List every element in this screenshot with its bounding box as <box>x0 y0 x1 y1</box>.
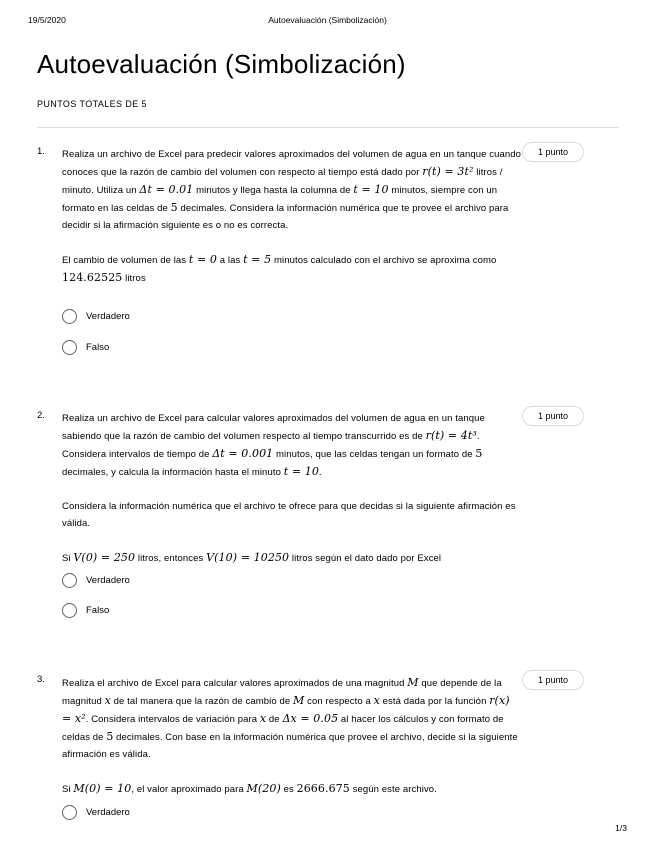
option-label: Verdadero <box>86 807 130 818</box>
radio-button[interactable] <box>62 603 77 618</box>
question-text <box>62 674 522 815</box>
question-prompt <box>62 410 522 481</box>
radio-button[interactable] <box>62 805 77 820</box>
math: M <box>293 694 305 707</box>
math: V(10) = 10250 <box>206 551 290 564</box>
question-number: 1. <box>37 146 45 157</box>
print-date: 19/5/2020 <box>28 15 66 25</box>
text: Realiza el archivo de Excel para calcular valores aproximados de una magnitud <box>62 678 408 689</box>
math: t = 0 <box>188 253 218 266</box>
option-label: Falso <box>86 605 110 616</box>
text: . Considera intervalos de variación para <box>85 714 260 725</box>
math: 124.62525 <box>62 271 123 284</box>
text: de <box>266 714 283 725</box>
math: Δx = 0.05 <box>282 712 339 725</box>
question-statement <box>62 780 522 798</box>
text: . Considera intervalos de tiempo de <box>62 431 480 460</box>
option-verdadero[interactable] <box>62 805 130 820</box>
math: t = 5 <box>243 253 272 266</box>
radio-button[interactable] <box>62 340 77 355</box>
text: minutos y llega hasta la columna de <box>193 185 354 196</box>
math: r(t) = 3t² <box>422 165 474 178</box>
math: r(x) = x² <box>62 694 510 725</box>
text: con respecto a <box>304 696 374 707</box>
radio-button[interactable] <box>62 573 77 588</box>
math: 5 <box>475 447 483 460</box>
question-text <box>62 410 522 584</box>
text: decimales. Con base en la información numérica que provee el archivo, decide si la siguiente afirmación es válida. <box>62 732 518 760</box>
header-divider <box>37 127 619 128</box>
page-number: 1/3 <box>615 823 627 833</box>
text: está dada por la función <box>379 696 490 707</box>
text: que depende de la magnitud <box>62 678 502 707</box>
text: a las <box>217 255 244 266</box>
math: t = 10 <box>353 183 389 196</box>
points-badge: 1 punto <box>522 142 584 162</box>
total-points: PUNTOS TOTALES DE 5 <box>37 99 147 109</box>
text: es <box>280 784 297 795</box>
text: según este archivo. <box>349 784 437 795</box>
math: t = 10 <box>283 465 319 478</box>
option-falso[interactable] <box>62 340 109 355</box>
math: V(0) = 250 <box>73 551 136 564</box>
option-verdadero[interactable] <box>62 309 130 324</box>
math: M(0) = 10 <box>73 782 132 795</box>
question-context: Considera la información numérica que el archivo te ofrece para que decidas si la siguiente afirmación es válida. <box>62 501 516 529</box>
question-prompt <box>62 674 522 763</box>
math: M <box>407 676 419 689</box>
math: x <box>104 694 111 707</box>
text: , el valor aproximado para <box>131 784 247 795</box>
text: . <box>318 467 322 478</box>
option-label: Verdadero <box>86 311 130 322</box>
question-text <box>62 146 522 304</box>
text: Si <box>62 784 74 795</box>
text: Si <box>62 553 74 564</box>
math: Δt = 0.01 <box>139 183 194 196</box>
radio-button[interactable] <box>62 309 77 324</box>
text: minutos, que las celdas tengan un formato de <box>273 449 476 460</box>
math: 5 <box>170 201 178 214</box>
text: minutos calculado con el archivo se aproxima como <box>271 255 497 266</box>
math: 2666.675 <box>296 782 350 795</box>
option-label: Verdadero <box>86 575 130 586</box>
text: decimales, y calcula la información hasta el minuto <box>62 467 284 478</box>
text: litros <box>122 273 146 284</box>
question-number: 3. <box>37 674 45 685</box>
text: minutos, siempre con un formato en las celdas de <box>62 185 498 214</box>
text: Realiza un archivo de Excel para predecir valores aproximados del volumen de agua en un tanque cuando conoces que la razón de cambio del volumen con respecto al tiempo está dado por <box>62 149 521 178</box>
text: litros según el dato dado por Excel <box>289 553 442 564</box>
text: Realiza un archivo de Excel para calcular valores aproximados del volumen de agua en un tanque sabiendo que la razón de cambio del volumen respecto al tiempo transcurrido es de <box>62 413 485 442</box>
math: 5 <box>106 730 114 743</box>
points-badge: 1 punto <box>522 406 584 426</box>
text: decimales. Considera la información numérica que te provee el archivo para decidir si la afirmación siguiente es o no es correcta. <box>62 203 509 231</box>
math: x <box>259 712 267 725</box>
math: M(20) <box>246 782 281 795</box>
question-prompt <box>62 146 522 234</box>
print-title: Autoevaluación (Simbolización) <box>268 15 387 25</box>
page-title: Autoevaluación (Simbolización) <box>37 49 406 79</box>
option-label: Falso <box>86 342 110 353</box>
option-verdadero[interactable] <box>62 573 130 588</box>
question-number: 2. <box>37 410 45 421</box>
option-falso[interactable] <box>62 603 109 618</box>
text: litros, entonces <box>135 553 207 564</box>
text: litros / minuto. Utiliza un <box>62 167 503 196</box>
question-statement <box>62 549 522 567</box>
question-statement <box>62 251 522 287</box>
math: x <box>373 694 380 707</box>
text: de tal manera que la razón de cambio de <box>110 696 294 707</box>
text: El cambio de volumen de las <box>62 255 189 266</box>
points-badge: 1 punto <box>522 670 584 690</box>
math: r(t) = 4t³ <box>425 429 477 442</box>
math: Δt = 0.001 <box>212 447 274 460</box>
text: al hacer los cálculos y con formato de celdas de <box>62 714 504 743</box>
